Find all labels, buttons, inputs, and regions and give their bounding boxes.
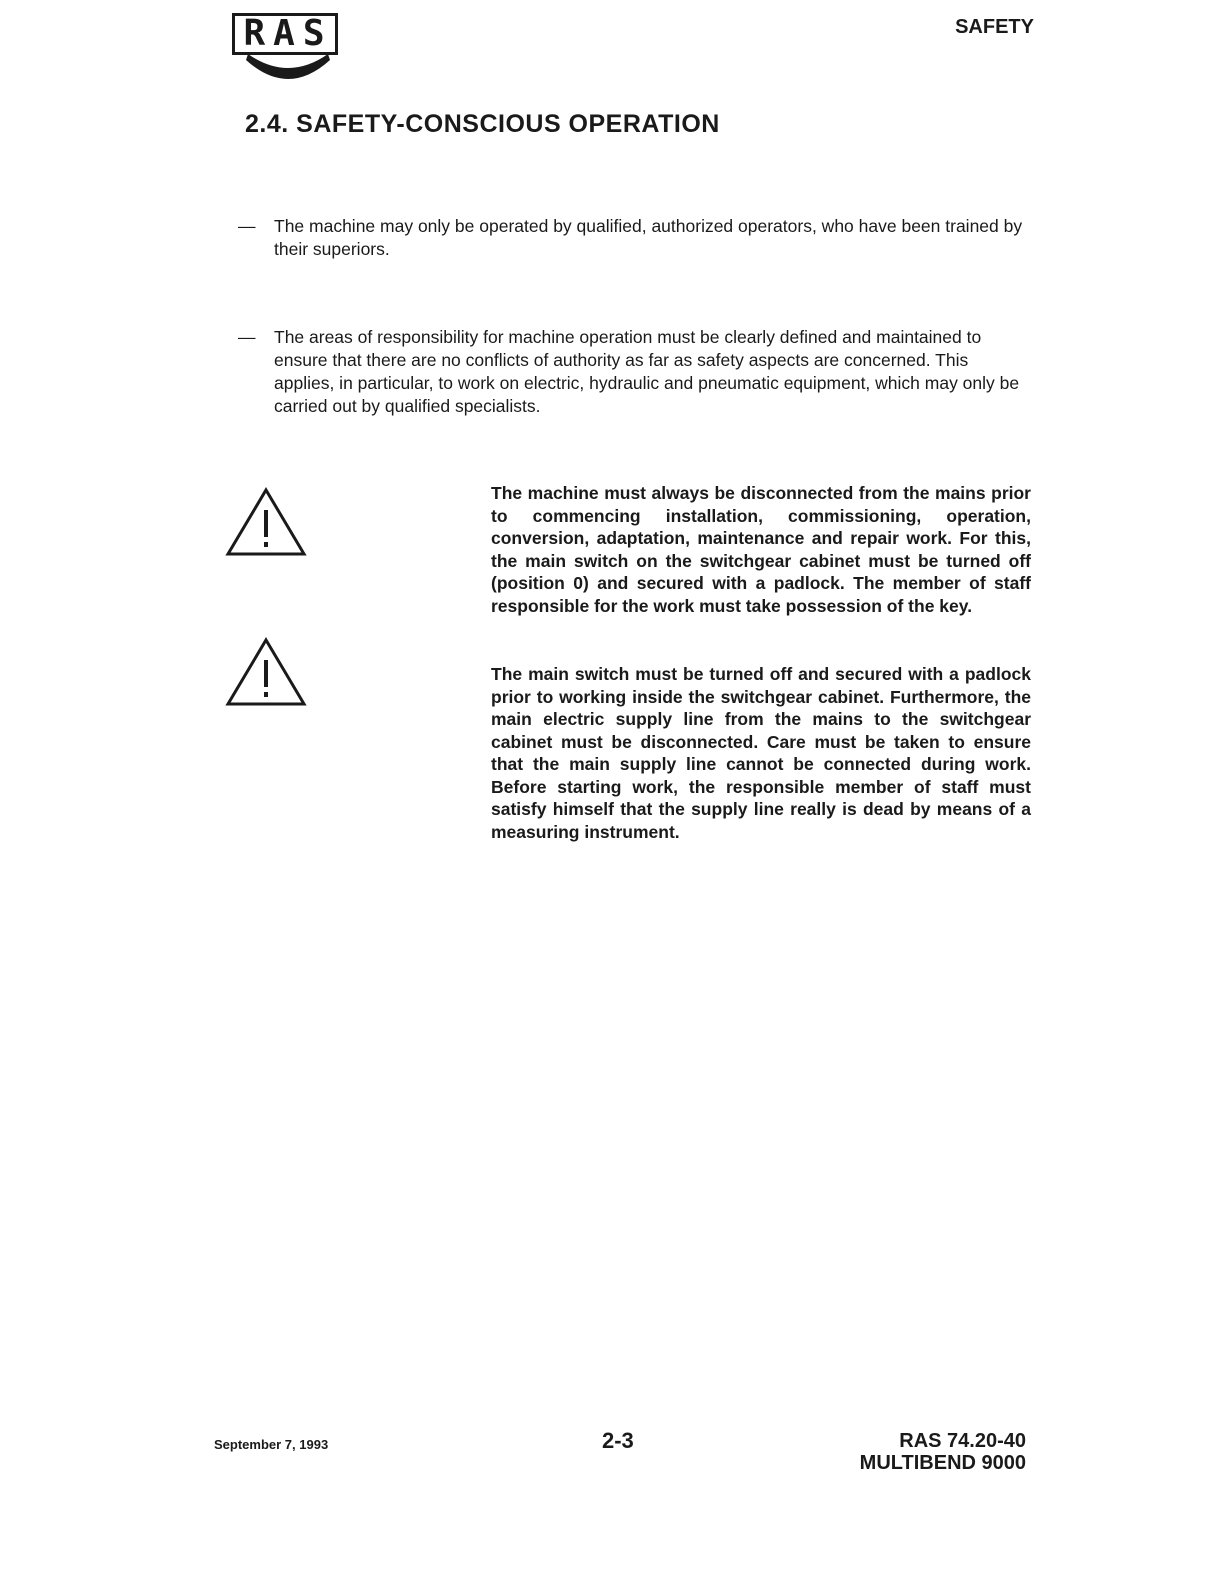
doc-number: RAS 74.20-40 — [899, 1430, 1026, 1452]
gear-emblem-icon — [228, 52, 348, 92]
model-name: MULTIBEND 9000 — [859, 1452, 1026, 1474]
list-item — [238, 326, 1028, 418]
bullet-text: The areas of responsibility for machine operation must be clearly defined and maintained to ensure that there are no conflicts of authority as far as safety aspects are concerned. This applies, in particular, to work on electric, hydraulic and pneumatic equipment, which may only be carried out by qualified specialists. — [274, 327, 1020, 416]
ras-logo — [228, 10, 348, 90]
warning-triangle-icon — [224, 486, 308, 558]
warning-text-disconnect-mains: The machine must always be disconnected from the mains prior to commencing installation, commissioning, operation, conversion, adaptation, maintenance and repair work. For this, the main switch on the switchgear cabinet must be turned off (position 0) and secured with a padlock. The member of staff responsible for the work must take possession of the key. — [491, 483, 1031, 616]
bullet-dash: — — [238, 327, 256, 347]
page-number: 2-3 — [602, 1428, 634, 1453]
warning-triangle-icon — [224, 636, 308, 708]
footer-document-id — [860, 1430, 1026, 1474]
footer-date: September 7, 1993 — [214, 1437, 329, 1452]
section-label: SAFETY — [955, 16, 1034, 38]
list-item — [238, 215, 1028, 261]
warning-text-switchgear-cabinet: The main switch must be turned off and secured with a padlock prior to working inside the switchgear cabinet. Furthermore, the main electric supply line from the mains to the switchgear cabinet must be disconnected. Care must be taken to ensure that the main supply line cannot be connected during work. Before starting work, the responsible member of staff must satisfy himself that the supply line really is dead by means of a measuring instrument. — [491, 664, 1031, 842]
bullet-text: The machine may only be operated by qualified, authorized operators, who have been trained by their superiors. — [274, 216, 1023, 259]
logo-text: RAS — [232, 13, 338, 55]
bullet-dash: — — [238, 216, 256, 236]
page-title: 2.4. SAFETY-CONSCIOUS OPERATION — [245, 110, 720, 138]
